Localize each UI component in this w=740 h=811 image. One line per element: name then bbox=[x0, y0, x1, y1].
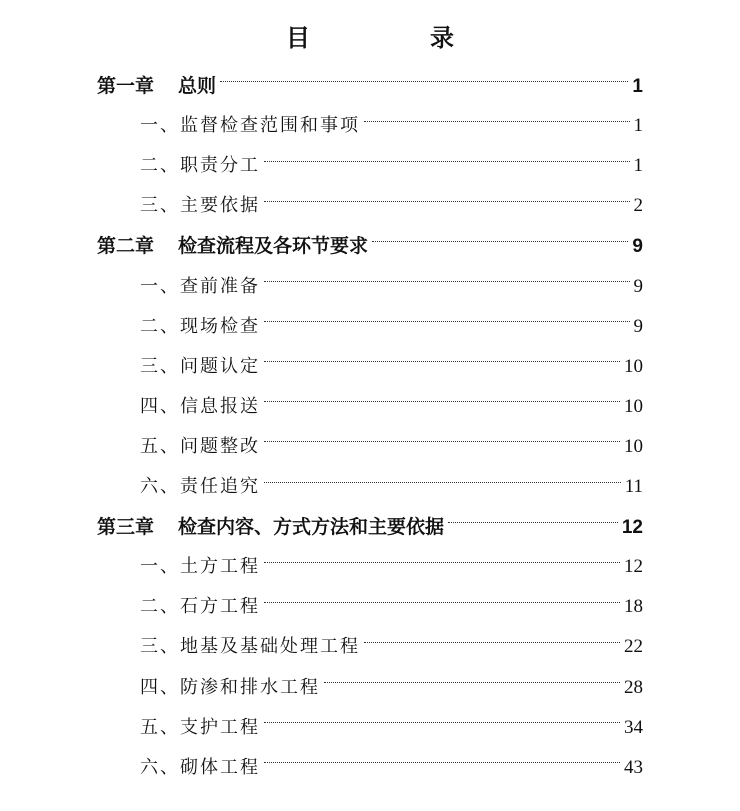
entry-label: 一、土方工程 bbox=[140, 556, 260, 578]
entry-label: 二、现场检查 bbox=[140, 315, 260, 337]
page-number: 1 bbox=[633, 155, 643, 177]
entry-label: 一、监督检查范围和事项 bbox=[140, 115, 360, 137]
dot-leader bbox=[264, 722, 620, 723]
toc-title: 目 录 bbox=[286, 24, 502, 52]
toc-chapter-entry[interactable] bbox=[97, 507, 643, 547]
dot-leader bbox=[264, 321, 630, 322]
page-number: 9 bbox=[632, 236, 643, 258]
dot-leader bbox=[448, 522, 618, 523]
dot-leader bbox=[372, 241, 628, 242]
toc-chapter-entry[interactable] bbox=[97, 66, 643, 106]
dot-leader bbox=[264, 441, 620, 442]
entry-label: 检查流程及各环节要求 bbox=[178, 235, 369, 258]
toc-section-entry[interactable] bbox=[140, 627, 643, 667]
entry-label: 一、查前准备 bbox=[140, 275, 260, 297]
dot-leader bbox=[324, 682, 620, 683]
toc-section-entry[interactable] bbox=[140, 587, 643, 627]
entry-label: 三、地基及基础处理工程 bbox=[140, 636, 360, 658]
toc-section-entry[interactable] bbox=[140, 547, 643, 587]
dot-leader bbox=[364, 121, 630, 122]
entry-label: 六、砌体工程 bbox=[140, 756, 260, 778]
dot-leader bbox=[220, 81, 628, 82]
dot-leader bbox=[264, 762, 620, 763]
chapter-number: 第一章 bbox=[97, 75, 155, 97]
dot-leader bbox=[264, 482, 621, 483]
toc-section-entry[interactable] bbox=[140, 387, 643, 427]
entry-label: 五、支护工程 bbox=[140, 716, 260, 738]
entry-label: 四、信息报送 bbox=[140, 395, 260, 417]
toc-section-entry[interactable] bbox=[140, 106, 643, 146]
page-number: 43 bbox=[624, 756, 643, 778]
entry-label: 六、责任追究 bbox=[140, 476, 260, 497]
entry-label: 三、问题认定 bbox=[140, 355, 260, 377]
toc-section-entry[interactable] bbox=[140, 347, 643, 387]
entry-label: 五、问题整改 bbox=[140, 435, 260, 457]
entry-label: 二、石方工程 bbox=[140, 596, 260, 618]
entry-label: 四、防渗和排水工程 bbox=[140, 676, 320, 698]
toc-chapter-entry[interactable] bbox=[97, 226, 643, 266]
page-number: 22 bbox=[624, 636, 643, 658]
dot-leader bbox=[364, 642, 620, 643]
page-number: 18 bbox=[624, 596, 643, 618]
page-number: 10 bbox=[624, 395, 643, 417]
dot-leader bbox=[264, 201, 630, 202]
entry-label: 总则 bbox=[178, 75, 217, 97]
chapter-number: 第二章 bbox=[97, 235, 155, 258]
chapter-number: 第三章 bbox=[97, 516, 155, 539]
page-number: 10 bbox=[624, 355, 643, 377]
toc-section-entry[interactable] bbox=[140, 186, 643, 226]
toc-section-entry[interactable] bbox=[140, 467, 643, 507]
page-number: 34 bbox=[624, 716, 643, 738]
toc-section-entry[interactable] bbox=[140, 427, 643, 467]
page-number: 9 bbox=[633, 315, 643, 337]
toc-section-entry[interactable] bbox=[140, 307, 643, 347]
toc-section-entry[interactable] bbox=[140, 708, 643, 748]
dot-leader bbox=[264, 281, 630, 282]
dot-leader bbox=[264, 602, 620, 603]
toc-section-entry[interactable] bbox=[140, 668, 643, 708]
toc-section-entry[interactable] bbox=[140, 267, 643, 307]
dot-leader bbox=[264, 401, 620, 402]
page-number: 12 bbox=[621, 517, 643, 539]
page-number: 2 bbox=[633, 195, 643, 217]
page-number: 10 bbox=[624, 435, 643, 457]
dot-leader bbox=[264, 562, 620, 563]
page-number: 9 bbox=[633, 275, 643, 297]
entry-label: 检查内容、方式方法和主要依据 bbox=[178, 516, 445, 539]
entry-label: 三、主要依据 bbox=[140, 195, 260, 217]
page-number: 1 bbox=[632, 76, 643, 97]
dot-leader bbox=[264, 361, 620, 362]
page-number: 1 bbox=[633, 115, 643, 137]
page-number: 12 bbox=[624, 556, 643, 578]
toc-section-entry[interactable] bbox=[140, 146, 643, 186]
toc-section-entry[interactable] bbox=[140, 748, 643, 788]
entry-label: 二、职责分工 bbox=[140, 155, 260, 177]
page-number: 11 bbox=[624, 476, 643, 497]
dot-leader bbox=[264, 161, 630, 162]
page-number: 28 bbox=[624, 676, 643, 698]
